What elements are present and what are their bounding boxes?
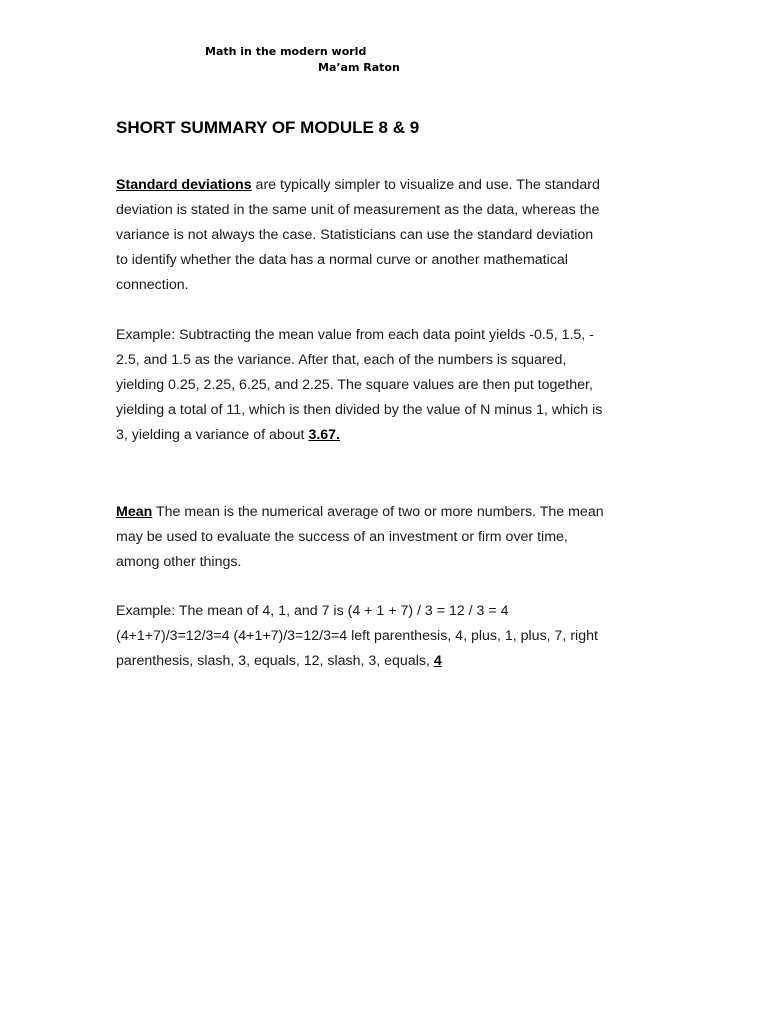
paragraph-line: to identify whether the data has a normal curve or another mathematical (116, 252, 568, 268)
variance-answer: 3.67. (308, 427, 341, 443)
paragraph-text: are typically simpler to visualize and use. The standard (251, 177, 600, 193)
standard-deviation-example (116, 323, 676, 448)
paragraph-line: deviation is stated in the same unit of measurement as the data, whereas the (116, 202, 600, 218)
paragraph-line: among other things. (116, 554, 242, 570)
page-title: SHORT SUMMARY OF MODULE 8 & 9 (116, 118, 420, 137)
paragraph-line (116, 423, 676, 448)
paragraph-line: yielding a total of 11, which is then divided by the value of N minus 1, which is (116, 402, 603, 418)
paragraph-line: variance is not always the case. Statisticians can use the standard deviation (116, 227, 594, 243)
paragraph-line: connection. (116, 277, 189, 293)
paragraph-text: parenthesis, slash, 3, equals, 12, slash, 3, equals, (116, 653, 434, 669)
mean-answer: 4 (433, 653, 442, 669)
paragraph-line: Example: The mean of 4, 1, and 7 is (4 + 1 + 7) / 3 = 12 / 3 = 4 (116, 603, 509, 619)
paragraph-line: yielding 0.25, 2.25, 6.25, and 2.25. The square values are then put together, (116, 377, 593, 393)
paragraph-line (116, 500, 676, 525)
course-name: Math in the modern world (205, 45, 367, 58)
paragraph-text: 3, yielding a variance of about (116, 427, 309, 443)
paragraph-line: (4+1+7)/3=12/3=4 (4+1+7)/3=12/3=4 left parenthesis, 4, plus, 1, plus, 7, right (116, 628, 598, 644)
mean-example (116, 599, 676, 674)
paragraph-line: may be used to evaluate the success of an investment or firm over time, (116, 529, 568, 545)
paragraph-text: The mean is the numerical average of two or more numbers. The mean (152, 504, 604, 520)
paragraph-line (116, 173, 676, 198)
paragraph-line: 2.5, and 1.5 as the variance. After that, each of the numbers is squared, (116, 352, 567, 368)
mean-paragraph (116, 500, 676, 575)
paragraph-line (116, 649, 676, 674)
teacher-name: Ma’am Raton (318, 61, 400, 74)
term-standard-deviations: Standard deviations (116, 177, 252, 193)
paragraph-line: Example: Subtracting the mean value from each data point yields -0.5, 1.5, - (116, 327, 594, 343)
standard-deviation-paragraph (116, 173, 676, 298)
term-mean: Mean (116, 504, 153, 520)
